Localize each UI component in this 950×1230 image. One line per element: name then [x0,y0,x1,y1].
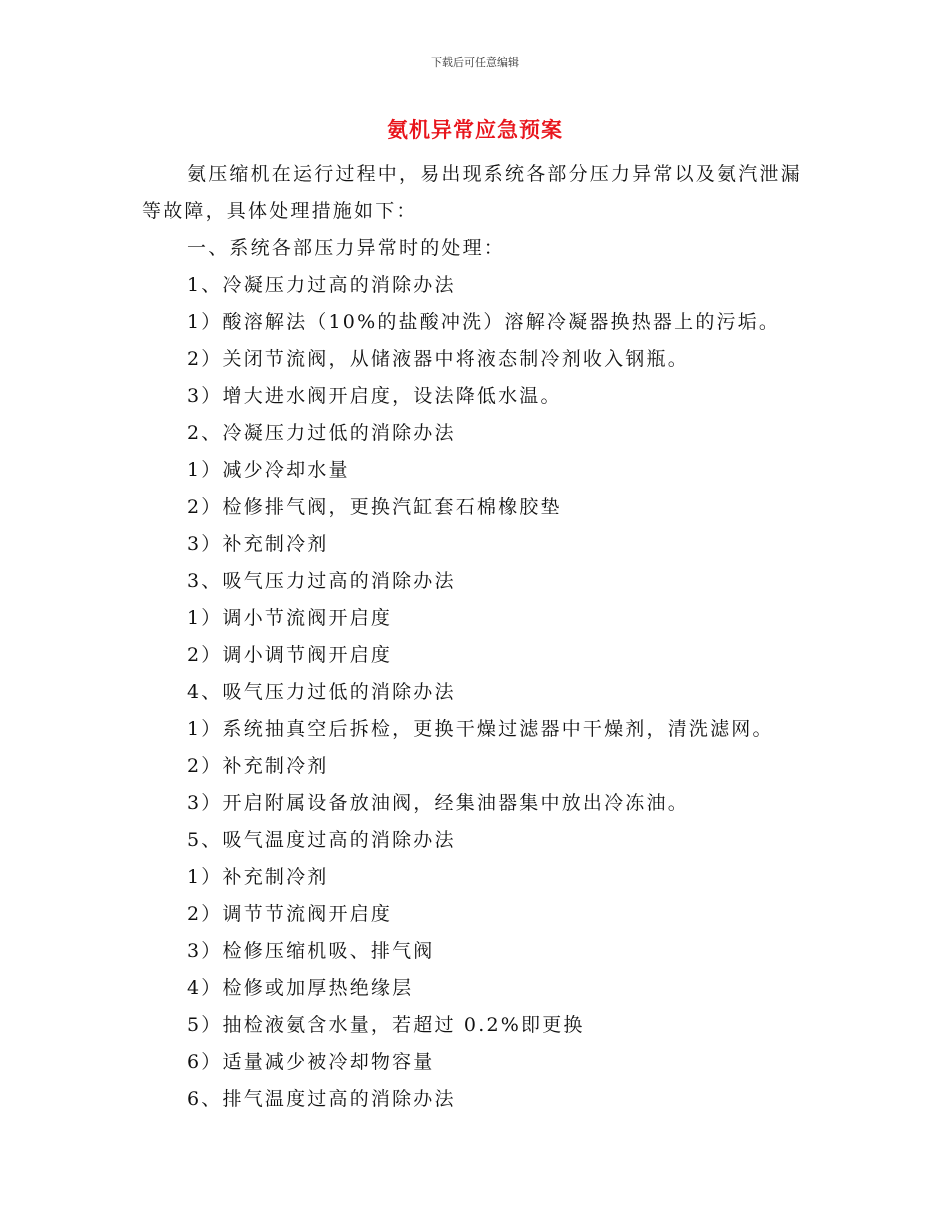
list-item: 1）补充制冷剂 [187,866,329,888]
subsection-heading: 3、吸气压力过高的消除办法 [187,570,456,592]
list-item: 3）增大进水阀开启度，设法降低水温。 [187,385,562,407]
page-header: 下载后可任意编辑 [431,56,519,69]
list-item: 5）抽检液氨含水量，若超过 0.2%即更换 [187,1014,585,1036]
list-item: 2）补充制冷剂 [187,755,329,777]
list-item: 3）开启附属设备放油阀，经集油器集中放出冷冻油。 [187,792,689,814]
list-item: 2）调小调节阀开启度 [187,644,393,666]
list-item: 1）系统抽真空后拆检，更换干燥过滤器中干燥剂，清洗滤网。 [187,718,774,740]
intro-paragraph: 氨压缩机在运行过程中，易出现系统各部分压力异常以及氨汽泄漏等故障，具体处理措施如下： [142,163,802,222]
list-item: 6）适量减少被冷却物容量 [187,1051,435,1073]
list-item: 2）检修排气阀，更换汽缸套石棉橡胶垫 [187,496,562,518]
subsection-heading: 2、冷凝压力过低的消除办法 [187,422,456,444]
subsection-heading: 5、吸气温度过高的消除办法 [187,829,456,851]
list-item: 1）减少冷却水量 [187,459,350,481]
list-item: 2）关闭节流阀，从储液器中将液态制冷剂收入钢瓶。 [187,348,689,370]
list-item: 4）检修或加厚热绝缘层 [187,977,414,999]
list-item: 2）调节节流阀开启度 [187,903,393,925]
list-item: 3）补充制冷剂 [187,533,329,555]
list-item: 3）检修压缩机吸、排气阀 [187,940,435,962]
document-title: 氨机异常应急预案 [387,118,563,142]
document-body [142,156,812,1118]
section-heading: 一、系统各部压力异常时的处理： [187,237,506,259]
subsection-heading: 1、冷凝压力过高的消除办法 [187,274,456,296]
subsection-heading: 4、吸气压力过低的消除办法 [187,681,456,703]
subsection-heading: 6、排气温度过高的消除办法 [187,1088,456,1110]
list-item: 1）调小节流阀开启度 [187,607,393,629]
list-item: 1）酸溶解法（10%的盐酸冲洗）溶解冷凝器换热器上的污垢。 [187,311,781,333]
